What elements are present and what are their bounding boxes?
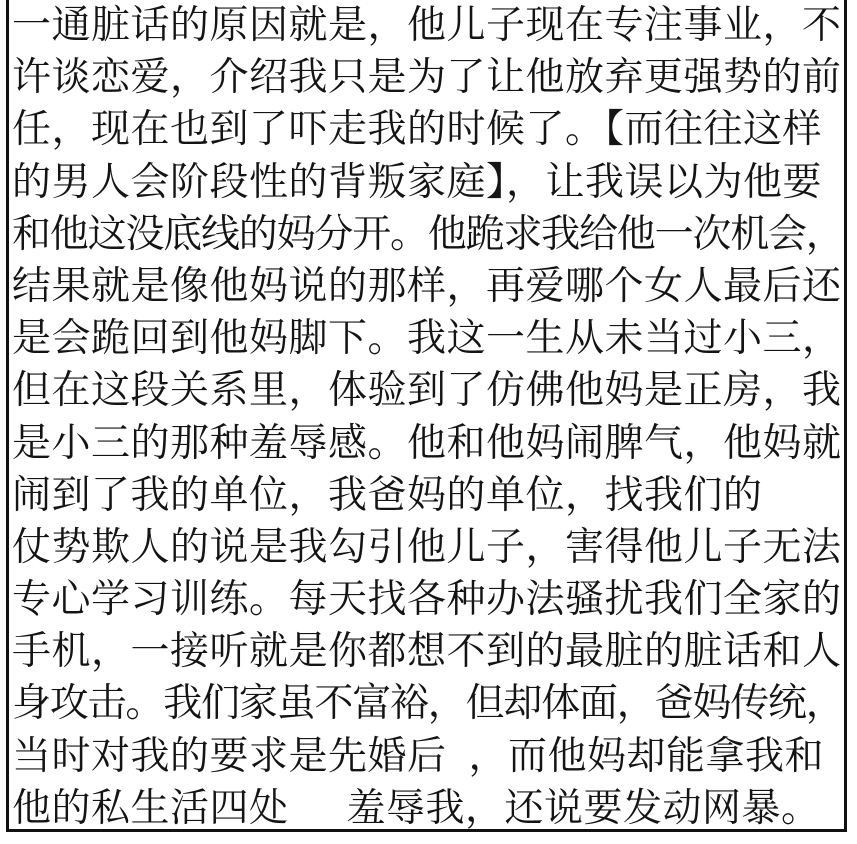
text-line-1: 一通脏话的原因就是，他儿子现在专注事业，不 (12, 3, 842, 48)
text-line-16-before: 他的私生活四处 (12, 785, 289, 831)
text-line-15-after: ，而他妈却能拿我和 (468, 733, 825, 779)
text-line-15-before: 当时对我的要求是先婚后 (12, 733, 447, 779)
text-line-5: 和他这没底线的妈分开。他跪求我给他一次机会， (12, 211, 844, 257)
text-line-12: 专心学习训练。每天找各种办法骚扰我们全家的 (12, 577, 842, 623)
document-text (12, 0, 842, 835)
text-line-16-after: 羞辱我，还说要发动网暴。 (346, 785, 821, 831)
text-line-16 (12, 783, 842, 835)
text-line-14: 身攻击。我们家虽不富裕，但却体面，爸妈传统， (12, 681, 844, 727)
text-line-13: 手机，一接听就是你都想不到的最脏的脏话和人 (12, 629, 842, 675)
text-line-10: 闹到了我的单位，我爸妈的单位，找我们的 (12, 472, 763, 518)
text-line-15 (12, 731, 842, 783)
text-line-6: 结果就是像他妈说的那样，再爱哪个女人最后还 (12, 263, 842, 309)
text-line-4: 的男人会阶段性的背叛家庭】，让我误以为他要 (12, 159, 823, 205)
text-line-2: 许谈恋爱，介绍我只是为了让他放弃更强势的前 (12, 55, 842, 101)
text-line-3: 任，现在也到了吓走我的时候了。【而往往这样 (12, 107, 823, 153)
text-line-11: 仗势欺人的说是我勾引他儿子，害得他儿子无法 (12, 524, 842, 570)
text-line-8: 但在这段关系里，体验到了仿佛他妈是正房，我 (12, 368, 842, 414)
text-line-9: 是小三的那种羞辱感。他和他妈闹脾气，他妈就 (12, 420, 842, 466)
text-line-7: 是会跪回到他妈脚下。我这一生从未当过小三， (12, 316, 842, 362)
